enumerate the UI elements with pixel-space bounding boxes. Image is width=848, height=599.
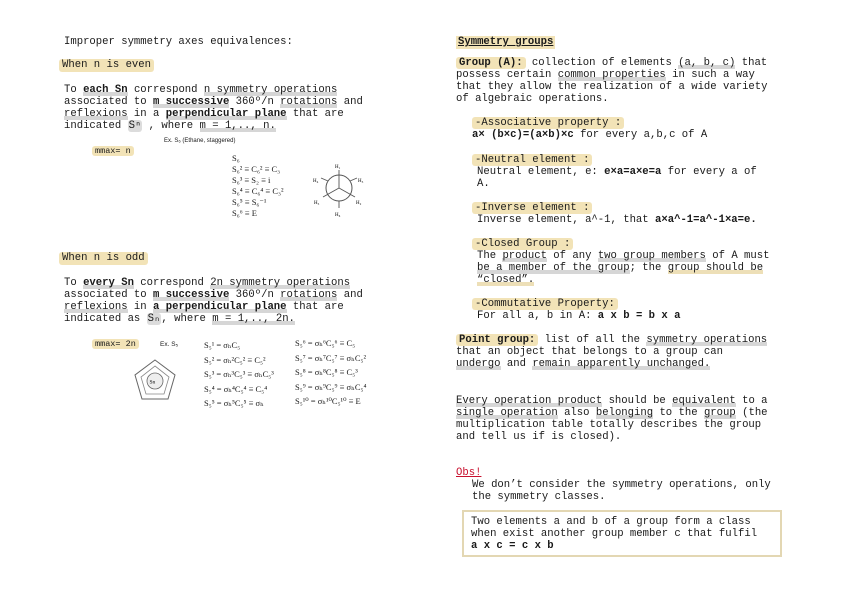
box-line-2: when exist another group member c that fulfil <box>471 528 758 540</box>
atom-h1: H₁ <box>335 165 341 170</box>
odd-line-1: To every Sn correspond 2n symmetry operations <box>64 277 351 289</box>
atom-h2: H₂ <box>356 201 362 206</box>
atom-h4: H₄ <box>313 179 319 184</box>
left-heading: Improper symmetry axes equivalences: <box>64 36 293 48</box>
neutral-line-1: Neutral element, e: e×a=a×e=a for every a of <box>477 166 757 178</box>
assoc-text: a× (b×c)=(a×b)×c for every a,b,c of A <box>472 129 708 141</box>
obs-label: Obs! <box>456 467 482 479</box>
closed-title: -Closed Group : <box>472 238 573 251</box>
commutative-title: -Commutative Property: <box>472 298 618 311</box>
odd-label: When n is odd <box>59 252 148 265</box>
even-line-4: indicated Sⁿ , where m = 1,.., n. <box>64 120 276 132</box>
even-label: When n is even <box>59 59 154 72</box>
even-equations: S₆ S₆² ≡ C₆² ≡ C₃ S₆³ ≡ S₂ ≡ i S₆⁴ ≡ C₆⁴ ≡ C₃² S₆⁵ ≡ S₆⁻¹ S₆⁶ ≡ E <box>232 153 284 218</box>
even-line-1: To each Sn correspond n symmetry operations <box>64 84 338 96</box>
neutral-title: -Neutral element : <box>472 154 592 167</box>
odd-mmax: mmax= 2n <box>92 338 139 351</box>
product-line-4: and tell us if is closed). <box>456 431 622 443</box>
group-line-4: of algebraic operations. <box>456 93 609 105</box>
odd-line-3: reflexions in a perpendicular plane that are <box>64 301 344 313</box>
closed-line-3: “closed”. <box>477 274 535 286</box>
point-line-1: Point group: list of all the symmetry operations <box>456 334 767 347</box>
ethane-newman-diagram <box>310 160 368 218</box>
even-mmax: mmax= n <box>92 145 134 158</box>
neutral-line-2: A. <box>477 178 490 190</box>
point-line-3: undergo and remain apparently unchanged. <box>456 358 711 370</box>
s5-center-label: Sn <box>149 379 156 386</box>
group-line-3: that they allow the realization of a wide variety <box>456 81 768 93</box>
inverse-title: -Inverse element : <box>472 202 592 215</box>
atom-h5: H₅ <box>314 201 320 206</box>
closed-line-1: The product of any two group members of A must <box>477 250 770 262</box>
box-line-3: a x c = c x b <box>471 540 554 552</box>
box-line-1: Two elements a and b of a group form a class <box>471 516 751 528</box>
product-line-1: Every operation product should be equivalent to a <box>456 395 768 407</box>
odd-equations-col1: S₅¹ = σₕC₅ S₅² = σₕ²C₅² ≡ C₅² S₅³ = σₕ³C₅³ ≡ σₕC₅³ S₅⁴ = σₕ⁴C₅⁴ ≡ C₅⁴ S₅⁵ = σₕ⁵C₅⁵ ≡ σₕ <box>204 340 274 408</box>
group-line-2: possess certain common properties in such a way <box>456 69 755 81</box>
inverse-line-1: Inverse element, a^-1, that a×a^-1=a^-1×a=e. <box>477 214 757 226</box>
even-example-label: Ex. S₆ (Ethane, staggered) <box>164 138 236 144</box>
assoc-title: -Associative property : <box>472 117 624 130</box>
commutative-line-1: For all a, b in A: a x b = b x a <box>477 310 681 322</box>
odd-equations-col2: S₅⁶ = σₕ⁶C₅⁶ ≡ C₅ S₅⁷ = σₕ⁷C₅⁷ ≡ σₕC₅² S₅⁸ = σₕ⁸C₅⁸ ≡ C₅³ S₅⁹ = σₕ⁹C₅⁹ ≡ σₕC₅⁴ S₅¹⁰ = σₕ¹⁰C₅¹⁰ ≡ E <box>295 338 367 406</box>
even-line-3: reflexions in a perpendicular plane that are <box>64 108 344 120</box>
obs-line-2: the symmetry classes. <box>472 491 606 503</box>
obs-line-1: We don’t consider the symmetry operations, only <box>472 479 771 491</box>
odd-line-2: associated to m successive 360º/n rotations and <box>64 289 363 301</box>
s5-pentagon-diagram <box>130 356 180 406</box>
point-line-2: that an object that belongs to a group can <box>456 346 724 358</box>
product-line-3: multiplication table totally describes the group <box>456 419 762 431</box>
product-line-2: single operation also belonging to the group (the <box>456 407 768 419</box>
atom-h3: H₃ <box>358 179 364 184</box>
atom-h6: H₆ <box>335 213 341 218</box>
odd-example-label: Ex. S₅ <box>160 341 179 348</box>
group-line-1: Group (A): collection of elements (a, b, c) that <box>456 57 767 70</box>
symmetry-groups-title: Symmetry groups <box>458 36 554 48</box>
closed-line-2: be a member of the group; the group should be <box>477 262 764 274</box>
even-line-2: associated to m successive 360º/n rotations and <box>64 96 363 108</box>
odd-line-4: indicated as Sₙ, where m = 1,.., 2n. <box>64 313 295 325</box>
